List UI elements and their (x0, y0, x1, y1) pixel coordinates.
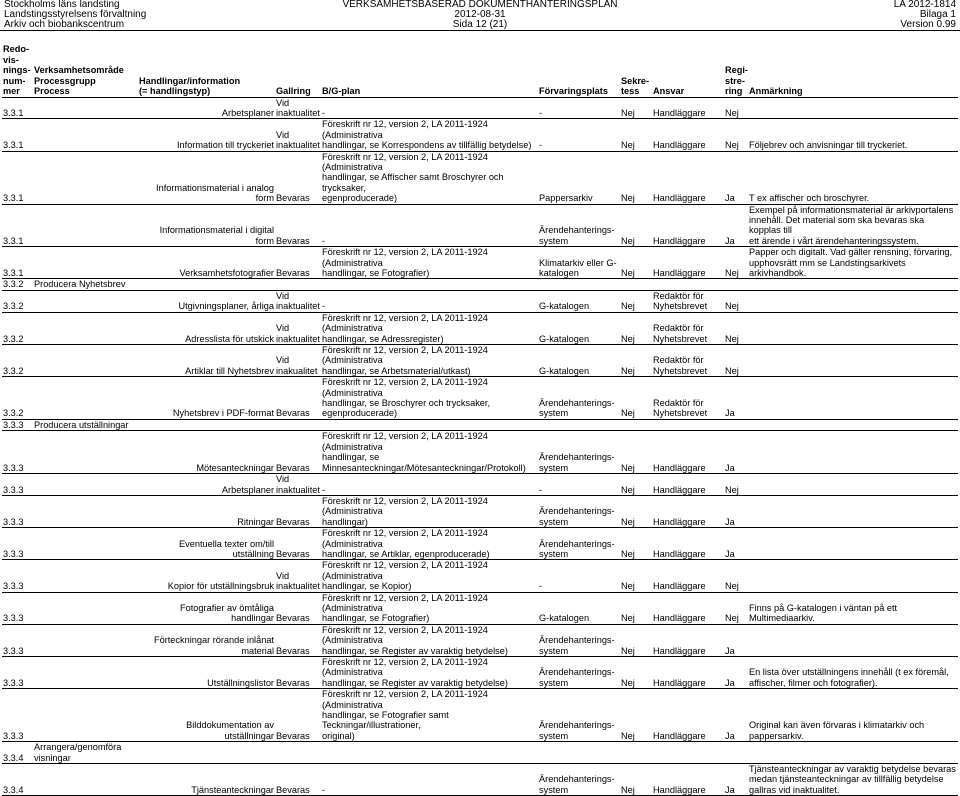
row-responsible: Handläggare (653, 516, 706, 527)
table-row (2, 689, 958, 742)
row-process (33, 657, 138, 689)
row-remark (748, 279, 958, 290)
row-remark (748, 419, 958, 430)
row-secrecy: Nej (621, 333, 635, 344)
row-storage-location: G-katalogen (539, 365, 590, 376)
row-process: Arrangera/genomföra visningar (34, 742, 122, 763)
row-storage-location: G-katalogen (539, 301, 590, 312)
row-document-type: Kopior för utställningsbruk (167, 581, 274, 592)
table-row (2, 419, 958, 430)
row-gallring (275, 742, 321, 764)
row-gallring: Vid inaktualitet (276, 570, 320, 592)
row-gallring: Bevaras (276, 462, 310, 473)
row-number: 3.3.4 (3, 752, 24, 763)
row-process (33, 312, 138, 344)
row-document-type: Nyhetsbrev i PDF-format (172, 408, 274, 419)
row-registration: Nej (725, 301, 739, 312)
attachment-label: Bilaga 1 (919, 9, 956, 20)
row-bg-plan: Föreskrift nr 12, version 2, LA 2011-1924 (Administrativa handlingar, se Korrespondens av tillfällig betydelse) (322, 119, 532, 151)
row-responsible: Handläggare (653, 548, 706, 559)
row-storage-location: - (539, 107, 543, 118)
row-registration: Nej (725, 365, 739, 376)
row-number: 3.3.3 (3, 645, 24, 656)
row-document-type: Verksamhetsfotografier (179, 268, 274, 278)
row-gallring (275, 279, 321, 290)
col-header-bg-plan: B/G-plan (322, 86, 361, 97)
row-number: 3.3.1 (3, 193, 24, 204)
table-row (2, 495, 958, 527)
row-number: 3.3.2 (3, 279, 24, 290)
row-number: 3.3.1 (3, 107, 24, 118)
table-header-row (2, 31, 958, 97)
org-unit: Arkiv och biobankscentrum (4, 19, 125, 30)
row-storage-location: G-katalogen (539, 613, 590, 624)
row-responsible: Handläggare (653, 613, 706, 624)
row-gallring: Bevaras (276, 548, 310, 559)
row-bg-plan: Föreskrift nr 12, version 2, LA 2011-1924 (Administrativa handlingar, se Fotografier samt Teckningar/illustrationer, original) (322, 689, 488, 741)
row-document-type: Arbetsplaner (221, 107, 274, 118)
row-number: 3.3.2 (3, 365, 24, 376)
table-row (2, 624, 958, 656)
row-bg-plan: - (322, 235, 326, 246)
row-bg-plan: Föreskrift nr 12, version 2, LA 2011-1924 (Administrativa handlingar, se Artiklar, egenproducerade) (322, 528, 490, 559)
col-header-handlingar: Handlingar/information (= handlingstyp) (139, 75, 241, 97)
row-secrecy: Nej (621, 784, 635, 795)
row-number: 3.3.2 (3, 301, 24, 312)
row-secrecy: Nej (621, 235, 635, 246)
row-bg-plan (321, 419, 538, 430)
row-responsible: Handläggare (653, 677, 706, 688)
row-number: 3.3.2 (3, 333, 24, 344)
row-storage-location: Ärendehanterings- system (539, 720, 615, 741)
row-registration: Ja (725, 408, 735, 419)
row-number: 3.3.2 (3, 408, 24, 419)
document-register-table (2, 31, 958, 796)
row-process (33, 290, 138, 312)
row-secrecy: Nej (621, 140, 635, 151)
row-bg-plan: Föreskrift nr 12, version 2, LA 2011-1924 (Administrativa handlingar, se Adressregister) (322, 312, 488, 344)
row-responsible: Redaktör för Nyhetsbrevet (653, 355, 708, 376)
row-remark (748, 473, 958, 495)
table-row (2, 377, 958, 420)
row-remark: En lista över utställningens innehåll (t ex föremål, affischer, filmer och fotografier). (749, 667, 949, 688)
row-bg-plan: Föreskrift nr 12, version 2, LA 2011-1924 (Administrativa handlingar, se Register av varaktig betydelse) (322, 624, 508, 656)
row-document-type: Utgivningsplaner, årliga (178, 301, 274, 312)
row-registration: Nej (725, 333, 739, 344)
row-storage-location: Ärendehanterings- system (539, 225, 615, 246)
row-secrecy: Nej (621, 268, 635, 278)
row-storage-location: Klimatarkiv eller G- katalogen (539, 257, 617, 278)
row-remark: Tjänsteanteckningar av varaktig betydelse bevaras medan tjänsteanteckningar av tillfällig betydelse gallras vid inaktualitet. (749, 764, 956, 795)
row-number: 3.3.4 (3, 784, 24, 795)
row-responsible: Handläggare (653, 581, 706, 592)
row-process (33, 560, 138, 592)
row-process (33, 624, 138, 656)
col-header-forvaringsplats: Förvaringsplats (539, 86, 608, 97)
row-storage-location: Pappersarkiv (539, 193, 593, 204)
row-bg-plan: - (322, 107, 326, 118)
row-registration: Ja (725, 516, 735, 527)
row-registration: Ja (725, 730, 735, 741)
row-responsible: Redaktör för Nyhetsbrevet (653, 291, 708, 312)
row-bg-plan: - (322, 784, 326, 795)
row-process (33, 345, 138, 377)
row-process (33, 495, 138, 527)
row-gallring: Bevaras (276, 677, 310, 688)
row-document-type (138, 279, 275, 290)
row-storage-location: Ärendehanterings- system (539, 538, 615, 559)
row-registration (724, 419, 748, 430)
row-storage-location: Ärendehanterings- system (539, 506, 615, 527)
row-process (33, 204, 138, 247)
table-row (2, 560, 958, 592)
row-registration: Nej (725, 268, 739, 278)
row-remark: Finns på G-katalogen i väntan på ett Multimediaarkiv. (749, 602, 898, 624)
row-bg-plan: Föreskrift nr 12, version 2, LA 2011-1924 (Administrativa handlingar, se Affischer samt Broschyrer och trycksaker, egenproducerade) (322, 151, 504, 204)
row-number: 3.3.3 (3, 516, 24, 527)
row-storage-location (538, 279, 620, 290)
row-process (33, 97, 138, 119)
row-document-type: Förteckningar rörande inlånat material (153, 635, 274, 656)
row-gallring: Bevaras (276, 516, 310, 527)
row-secrecy: Nej (621, 677, 635, 688)
row-bg-plan: - (322, 301, 326, 312)
row-bg-plan (321, 742, 538, 764)
row-secrecy: Nej (621, 365, 635, 376)
row-secrecy: Nej (621, 462, 635, 473)
row-number: 3.3.3 (3, 548, 24, 559)
row-secrecy: Nej (621, 581, 635, 592)
version-label: Version 0.99 (900, 19, 956, 30)
row-process (33, 689, 138, 742)
row-document-type: Ritningar (237, 516, 274, 527)
row-bg-plan: Föreskrift nr 12, version 2, LA 2011-1924 (Administrativa handlingar, se Register av varaktig betydelse) (322, 657, 508, 688)
col-header-redovisningsnummer: Redo- vis- nings- num- mer (3, 44, 31, 97)
row-responsible: Redaktör för Nyhetsbrevet (653, 323, 708, 344)
document-date: 2012-08-31 (454, 9, 506, 20)
row-bg-plan: Föreskrift nr 12, version 2, LA 2011-1924 (Administrativa handlingar) (322, 495, 488, 527)
row-remark (748, 495, 958, 527)
org-department: Landstingsstyrelsens förvaltning (4, 9, 147, 20)
row-registration (724, 279, 748, 290)
row-storage-location: Ärendehanterings- system (539, 398, 615, 419)
row-registration: Ja (725, 677, 735, 688)
row-registration: Nej (725, 484, 739, 495)
row-gallring (275, 419, 321, 430)
row-document-type: Tjänsteanteckningar (191, 784, 274, 795)
row-registration: Ja (725, 235, 735, 246)
row-process (33, 528, 138, 560)
row-document-type: Arbetsplaner (221, 484, 274, 495)
row-bg-plan: - (322, 484, 326, 495)
row-bg-plan: Föreskrift nr 12, version 2, LA 2011-1924 (Administrativa handlingar, se Broschyrer och trycksaker, egenproducerade) (322, 377, 491, 419)
row-document-type: Information till tryckeriet (176, 140, 274, 151)
row-remark (748, 312, 958, 344)
row-storage-location: Ärendehanterings- system (539, 635, 615, 656)
row-responsible: Handläggare (653, 484, 706, 495)
row-document-type: Artiklar till Nyhetsbrev (185, 365, 274, 376)
row-document-type: Mötesanteckningar (196, 462, 274, 473)
row-gallring: Vid inaktualitet (276, 474, 320, 495)
row-responsible: Handläggare (653, 462, 706, 473)
row-remark (748, 377, 958, 420)
col-header-gallring: Gallring (276, 86, 311, 97)
row-bg-plan (321, 279, 538, 290)
row-secrecy: Nej (621, 301, 635, 312)
row-process (33, 592, 138, 624)
row-remark: T ex affischer och broschyrer. (749, 193, 870, 204)
row-secrecy: Nej (621, 484, 635, 495)
row-storage-location (538, 419, 620, 430)
document-title: VERKSAMHETSBASERAD DOKUMENTHANTERINGSPLAN (342, 0, 618, 10)
row-secrecy (620, 419, 652, 430)
row-remark (748, 560, 958, 592)
page-number: Sida 12 (21) (452, 19, 508, 30)
row-process: Producera utställningar (34, 419, 129, 430)
row-process (33, 764, 138, 796)
col-header-sekretess: Sekre- tess (621, 75, 650, 97)
row-gallring: Bevaras (276, 268, 310, 278)
col-header-registrering: Regi- stre- ring (725, 65, 748, 97)
row-gallring: Bevaras (276, 235, 310, 246)
row-registration (724, 742, 748, 764)
row-secrecy (620, 279, 652, 290)
row-number: 3.3.3 (3, 462, 24, 473)
row-process: Producera Nyhetsbrev (34, 279, 126, 290)
row-process (33, 247, 138, 279)
table-row (2, 247, 958, 279)
table-row (2, 119, 958, 151)
row-remark: Original kan även förvaras i klimatarkiv och pappersarkiv. (749, 720, 925, 741)
table-row (2, 592, 958, 624)
table-row (2, 97, 958, 119)
row-remark (748, 624, 958, 656)
row-process (33, 119, 138, 151)
org-name: Stockholms läns landsting (4, 0, 120, 10)
row-gallring: Bevaras (276, 613, 310, 624)
table-row (2, 657, 958, 689)
row-responsible: Redaktör för Nyhetsbrevet (653, 398, 708, 419)
table-row (2, 312, 958, 344)
row-storage-location: G-katalogen (539, 333, 590, 344)
col-header-anmarkning: Anmärkning (749, 86, 803, 97)
row-bg-plan: Föreskrift nr 12, version 2, LA 2011-1924 (Administrativa handlingar, se Fotografier) (322, 592, 488, 624)
table-row (2, 290, 958, 312)
row-gallring: Bevaras (276, 193, 310, 204)
row-storage-location: - (539, 140, 543, 151)
row-responsible: Handläggare (653, 140, 706, 151)
row-secrecy: Nej (621, 613, 635, 624)
row-gallring: Bevaras (276, 408, 310, 419)
row-remark (748, 345, 958, 377)
row-document-type: Adresslista för utskick (185, 333, 274, 344)
row-number: 3.3.3 (3, 484, 24, 495)
header-right (894, 0, 956, 30)
row-secrecy: Nej (621, 107, 635, 118)
row-gallring: Bevaras (276, 645, 310, 656)
row-process (33, 473, 138, 495)
row-responsible: Handläggare (653, 235, 706, 246)
row-responsible: Handläggare (653, 107, 706, 118)
row-remark (748, 742, 958, 764)
col-header-verksamhetsomrade: Verksamhetsområde Processgrupp Process (34, 65, 124, 97)
table-row (2, 204, 958, 247)
row-secrecy: Nej (621, 548, 635, 559)
row-responsible: Handläggare (653, 268, 706, 278)
row-document-type (138, 419, 275, 430)
row-registration: Nej (725, 140, 739, 151)
row-secrecy: Nej (621, 645, 635, 656)
row-gallring: Vid inaktualitet (276, 323, 320, 344)
row-document-type: Bilddokumentation av utställningar (186, 720, 274, 741)
row-document-type: Eventuella texter om/till utställning (179, 538, 274, 559)
table-row (2, 345, 958, 377)
row-remark (748, 431, 958, 474)
row-storage-location: Ärendehanterings- system (539, 667, 615, 688)
row-responsible: Handläggare (653, 730, 706, 741)
row-gallring: Bevaras (276, 730, 310, 741)
row-storage-location (538, 742, 620, 764)
header-center (0, 0, 960, 30)
row-document-type: Informationsmaterial i digital form (159, 225, 274, 246)
row-registration: Ja (725, 193, 735, 204)
row-registration: Nej (725, 107, 739, 118)
row-process (33, 151, 138, 204)
col-header-ansvar: Ansvar (653, 86, 685, 97)
row-bg-plan: Föreskrift nr 12, version 2, LA 2011-1924 (Administrativa handlingar, se Kopior) (322, 560, 488, 592)
row-storage-location: Ärendehanterings- system (539, 452, 615, 473)
row-document-type (138, 742, 275, 764)
row-responsible (652, 419, 724, 430)
row-number: 3.3.1 (3, 235, 24, 246)
row-bg-plan: Föreskrift nr 12, version 2, LA 2011-1924 (Administrativa handlingar, se Minnesanteckningar/Mötesanteckningar/Protokoll) (322, 431, 526, 473)
row-number: 3.3.3 (3, 730, 24, 741)
page-header (0, 0, 960, 30)
table-row (2, 473, 958, 495)
row-remark: Följebrev och anvisningar till tryckeriet. (749, 140, 908, 151)
row-number: 3.3.1 (3, 268, 24, 278)
row-registration: Nej (725, 613, 739, 624)
row-registration: Ja (725, 548, 735, 559)
row-registration: Ja (725, 784, 735, 795)
row-responsible (652, 279, 724, 290)
row-secrecy: Nej (621, 408, 635, 419)
row-gallring: Bevaras (276, 784, 310, 795)
row-secrecy: Nej (621, 730, 635, 741)
row-remark: Papper och digitalt. Vad gäller rensning, förvaring, upphovsrätt mm se Landstingsarkivets arkivhandbok. (749, 247, 953, 278)
row-remark: Exempel på informationsmaterial är arkivportalens innehåll. Det material som ska bevaras ska kopplas till ett ärende i vårt ärendehanteringssystem. (749, 204, 954, 246)
row-secrecy: Nej (621, 516, 635, 527)
row-remark (748, 528, 958, 560)
row-process (33, 431, 138, 474)
row-number: 3.3.3 (3, 613, 24, 624)
table-row (2, 151, 958, 204)
row-number: 3.3.1 (3, 140, 24, 151)
row-number: 3.3.3 (3, 581, 24, 592)
row-gallring: Vid inaktualitet (276, 129, 320, 151)
row-remark (748, 97, 958, 119)
row-secrecy (620, 742, 652, 764)
row-responsible: Handläggare (653, 645, 706, 656)
row-secrecy: Nej (621, 193, 635, 204)
row-registration: Ja (725, 462, 735, 473)
row-number: 3.3.3 (3, 677, 24, 688)
row-storage-location: - (539, 484, 543, 495)
row-document-type: Utställningslistor (207, 677, 274, 688)
row-gallring: Vid inaktualitet (276, 291, 320, 312)
row-responsible: Handläggare (653, 193, 706, 204)
row-registration: Nej (725, 581, 739, 592)
row-responsible: Handläggare (653, 784, 706, 795)
row-bg-plan: Föreskrift nr 12, version 2, LA 2011-1924 (Administrativa handlingar, se Arbetsmaterial/utkast) (322, 345, 488, 376)
table-row (2, 528, 958, 560)
table-row (2, 431, 958, 474)
table-row (2, 279, 958, 290)
table-row (2, 764, 958, 796)
row-document-type: Informationsmaterial i analog form (156, 182, 274, 204)
row-bg-plan: Föreskrift nr 12, version 2, LA 2011-1924 (Administrativa handlingar, se Fotografier) (322, 247, 488, 278)
row-storage-location: - (539, 581, 543, 592)
row-gallring: Vid inaktualitet (276, 97, 320, 118)
document-reference: LA 2012-1814 (893, 0, 956, 10)
row-remark (748, 290, 958, 312)
row-document-type: Fotografier av ömtåliga handlingar (180, 602, 274, 624)
table-row (2, 742, 958, 764)
row-number: 3.3.3 (3, 419, 24, 430)
row-process (33, 377, 138, 420)
row-storage-location: Ärendehanterings- system (539, 774, 615, 795)
row-registration: Ja (725, 645, 735, 656)
row-responsible (652, 742, 724, 764)
row-gallring: Vid inakualitet (276, 355, 318, 376)
